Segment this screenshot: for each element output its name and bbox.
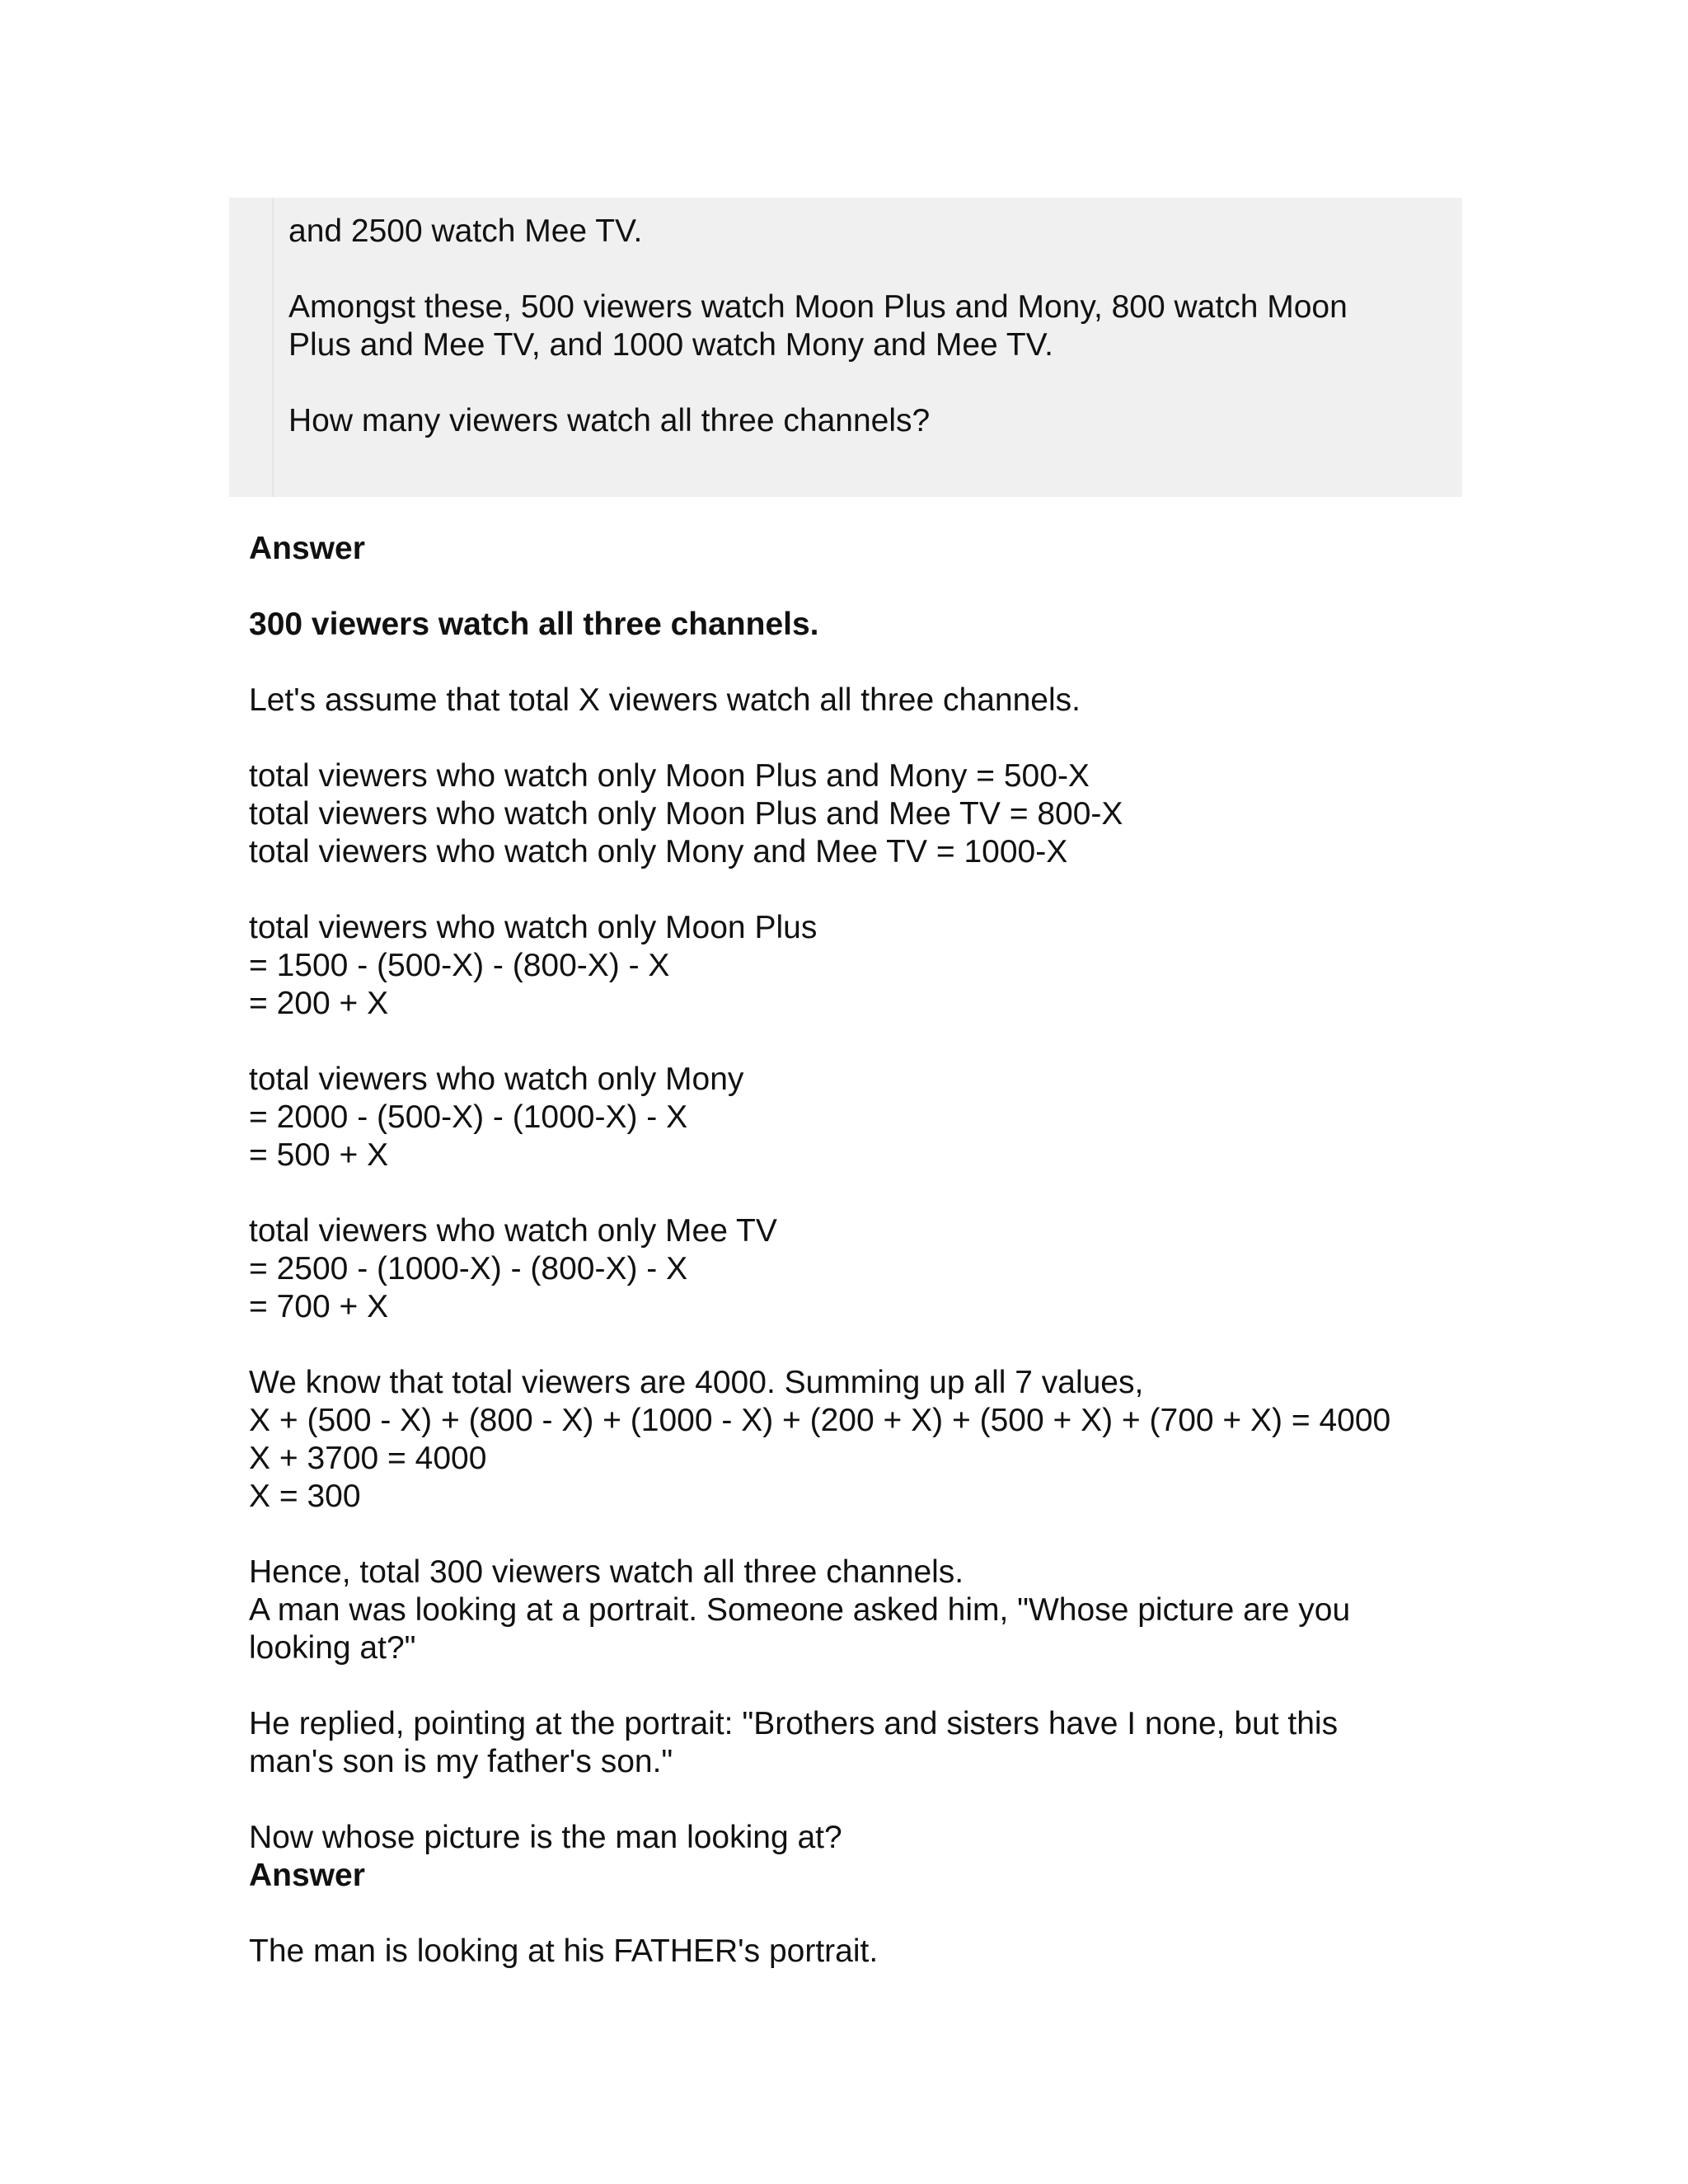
question-line-1: and 2500 watch Mee TV. (288, 213, 643, 249)
mee-tv-label: total viewers who watch only Mee TV (249, 1213, 777, 1249)
pair-moon-mony: total viewers who watch only Moon Plus and Mony = 500-X (249, 758, 1090, 794)
mee-tv-result: = 700 + X (249, 1289, 389, 1324)
moon-plus-result: = 200 + X (249, 986, 389, 1021)
moon-plus-equation: = 1500 - (500-X) - (800-X) - X (249, 948, 670, 983)
sum-simplified: X + 3700 = 4000 (249, 1441, 487, 1476)
answer-conclusion: Hence, total 300 viewers watch all three channels. (249, 1554, 964, 1590)
puzzle2-question: Now whose picture is the man looking at? (249, 1820, 842, 1855)
sum-equation: X + (500 - X) + (800 - X) + (1000 - X) + (200 + X) + (500 + X) + (700 + X) = 4000 (249, 1403, 1391, 1438)
puzzle2-answer-heading: Answer (249, 1858, 365, 1893)
puzzle2-line-1: A man was looking at a portrait. Someone asked him, "Whose picture are you (249, 1592, 1351, 1628)
answer-heading: Answer (249, 531, 365, 566)
puzzle2-line-3: He replied, pointing at the portrait: "Brothers and sisters have I none, but this (249, 1706, 1339, 1741)
moon-plus-label: total viewers who watch only Moon Plus (249, 910, 818, 945)
mony-result: = 500 + X (249, 1137, 389, 1173)
pair-moon-mee: total viewers who watch only Moon Plus and Mee TV = 800-X (249, 796, 1123, 832)
sum-solution: X = 300 (249, 1479, 361, 1514)
puzzle2-line-4: man's son is my father's son." (249, 1744, 673, 1779)
pair-mony-mee: total viewers who watch only Mony and Mee TV = 1000-X (249, 834, 1068, 869)
blockquote-rule (272, 198, 274, 497)
puzzle2-answer: The man is looking at his FATHER's portrait. (249, 1933, 879, 1969)
mony-equation: = 2000 - (500-X) - (1000-X) - X (249, 1099, 688, 1135)
question-para-2-line-1: Amongst these, 500 viewers watch Moon Plus and Mony, 800 watch Moon (288, 289, 1348, 325)
mony-label: total viewers who watch only Mony (249, 1062, 744, 1097)
mee-tv-equation: = 2500 - (1000-X) - (800-X) - X (249, 1251, 688, 1286)
answer-assumption: Let's assume that total X viewers watch all three channels. (249, 682, 1081, 718)
question-para-2-line-2: Plus and Mee TV, and 1000 watch Mony and Mee TV. (288, 327, 1053, 363)
puzzle2-line-2: looking at?" (249, 1630, 416, 1666)
question-line-3: How many viewers watch all three channels? (288, 403, 931, 438)
sum-intro: We know that total viewers are 4000. Summing up all 7 values, (249, 1365, 1144, 1400)
answer-result: 300 viewers watch all three channels. (249, 607, 819, 642)
